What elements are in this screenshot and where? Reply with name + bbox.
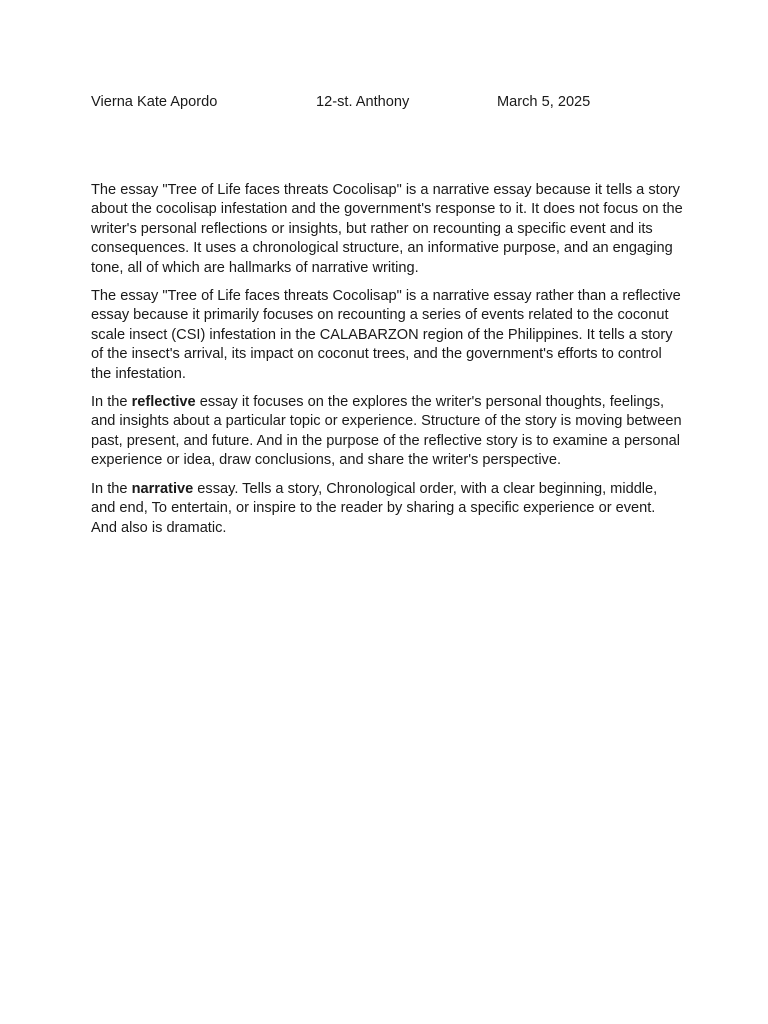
essay-body — [91, 181, 683, 547]
document-header — [91, 93, 691, 113]
paragraph-3-rest: essay it focuses on the explores the writer's personal thoughts, feelings, and insights about a particular topic or experience. Structure of the story is moving between past, present, and future. And in the purpose of the reflective story is to examine a personal experience or idea, draw conclusions, and share the writer's perspective. — [91, 394, 682, 469]
paragraph-4-rest: essay. Tells a story, Chronological order, with a clear beginning, middle, and end, To entertain, or inspire to the reader by sharing a specific experience or event. And also is dramatic. — [91, 480, 658, 536]
student-name: Vierna Kate Apordo — [91, 94, 218, 110]
keyword-narrative: narrative — [131, 480, 194, 497]
paragraph-2: The essay "Tree of Life faces threats Cocolisap" is a narrative essay rather than a reflective essay because it primarily focuses on recounting a series of events related to the coconut scale insect (CSI) infestation in the CALABARZON region of the Philippines. It tells a story of the insect's arrival, its impact on coconut trees, and the government's efforts to control the infestation. — [91, 288, 681, 382]
paragraph-3-lead: In the — [91, 394, 132, 411]
paragraph-4-lead: In the — [91, 480, 132, 497]
document-date: March 5, 2025 — [497, 94, 591, 110]
paragraph-1: The essay "Tree of Life faces threats Cocolisap" is a narrative essay because it tells a story about the cocolisap infestation and the government's response to it. It does not focus on the writer's personal reflections or insights, but rather on recounting a specific event and its consequences. It uses a chronological structure, an informative purpose, and an engaging tone, all of which are hallmarks of narrative writing. — [91, 182, 683, 276]
student-section: 12-st. Anthony — [316, 94, 410, 110]
paragraph-3 — [91, 393, 683, 471]
keyword-reflective: reflective — [131, 394, 196, 411]
paragraph-4 — [91, 480, 683, 538]
